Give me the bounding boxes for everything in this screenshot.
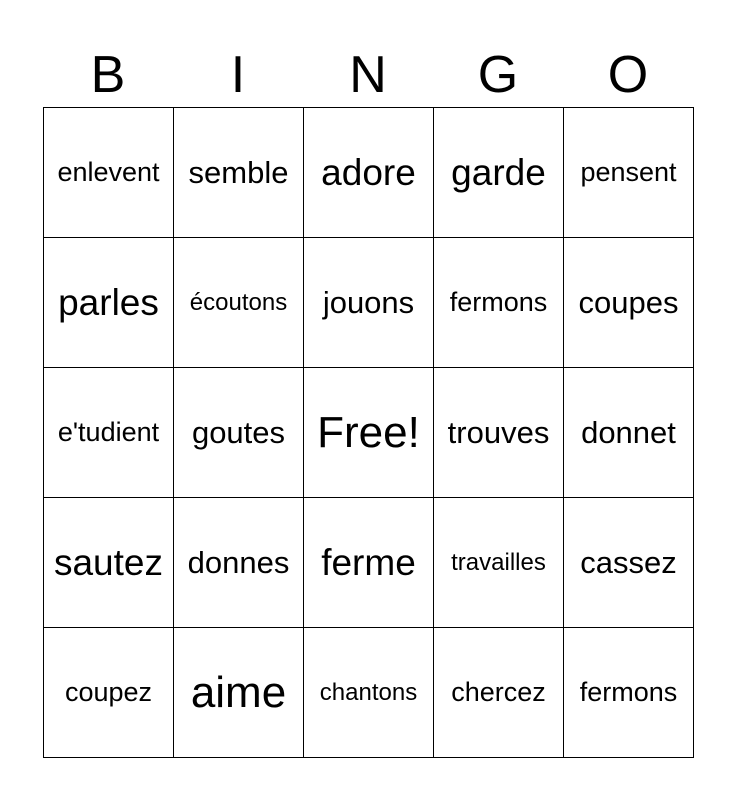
bingo-cell[interactable]: pensent — [564, 108, 694, 238]
bingo-cell[interactable]: ferme — [304, 498, 434, 628]
bingo-cell[interactable]: jouons — [304, 238, 434, 368]
bingo-cell[interactable]: e'tudient — [44, 368, 174, 498]
bingo-cell[interactable]: enlevent — [44, 108, 174, 238]
bingo-cell[interactable]: trouves — [434, 368, 564, 498]
header-letter-g: G — [477, 46, 519, 104]
bingo-cell[interactable]: aime — [174, 628, 304, 758]
bingo-cell[interactable]: goutes — [174, 368, 304, 498]
bingo-cell[interactable]: donnet — [564, 368, 694, 498]
bingo-cell[interactable]: cassez — [564, 498, 694, 628]
bingo-cell[interactable]: écoutons — [174, 238, 304, 368]
bingo-cell[interactable]: chercez — [434, 628, 564, 758]
free-space-cell[interactable]: Free! — [304, 368, 434, 498]
header-letter-n: N — [349, 46, 387, 104]
bingo-board — [43, 107, 694, 758]
bingo-cell[interactable]: chantons — [304, 628, 434, 758]
bingo-cell[interactable]: sautez — [44, 498, 174, 628]
header-letter-o: O — [607, 46, 649, 104]
bingo-cell[interactable]: parles — [44, 238, 174, 368]
bingo-cell[interactable]: garde — [434, 108, 564, 238]
bingo-cell[interactable]: coupez — [44, 628, 174, 758]
bingo-cell[interactable]: travailles — [434, 498, 564, 628]
bingo-cell[interactable]: semble — [174, 108, 304, 238]
header-letter-b: B — [90, 46, 126, 104]
bingo-header — [43, 42, 693, 108]
bingo-cell[interactable]: donnes — [174, 498, 304, 628]
header-letter-i: I — [230, 46, 246, 104]
bingo-cell[interactable]: coupes — [564, 238, 694, 368]
bingo-cell[interactable]: fermons — [564, 628, 694, 758]
bingo-cell[interactable]: adore — [304, 108, 434, 238]
bingo-cell[interactable]: fermons — [434, 238, 564, 368]
